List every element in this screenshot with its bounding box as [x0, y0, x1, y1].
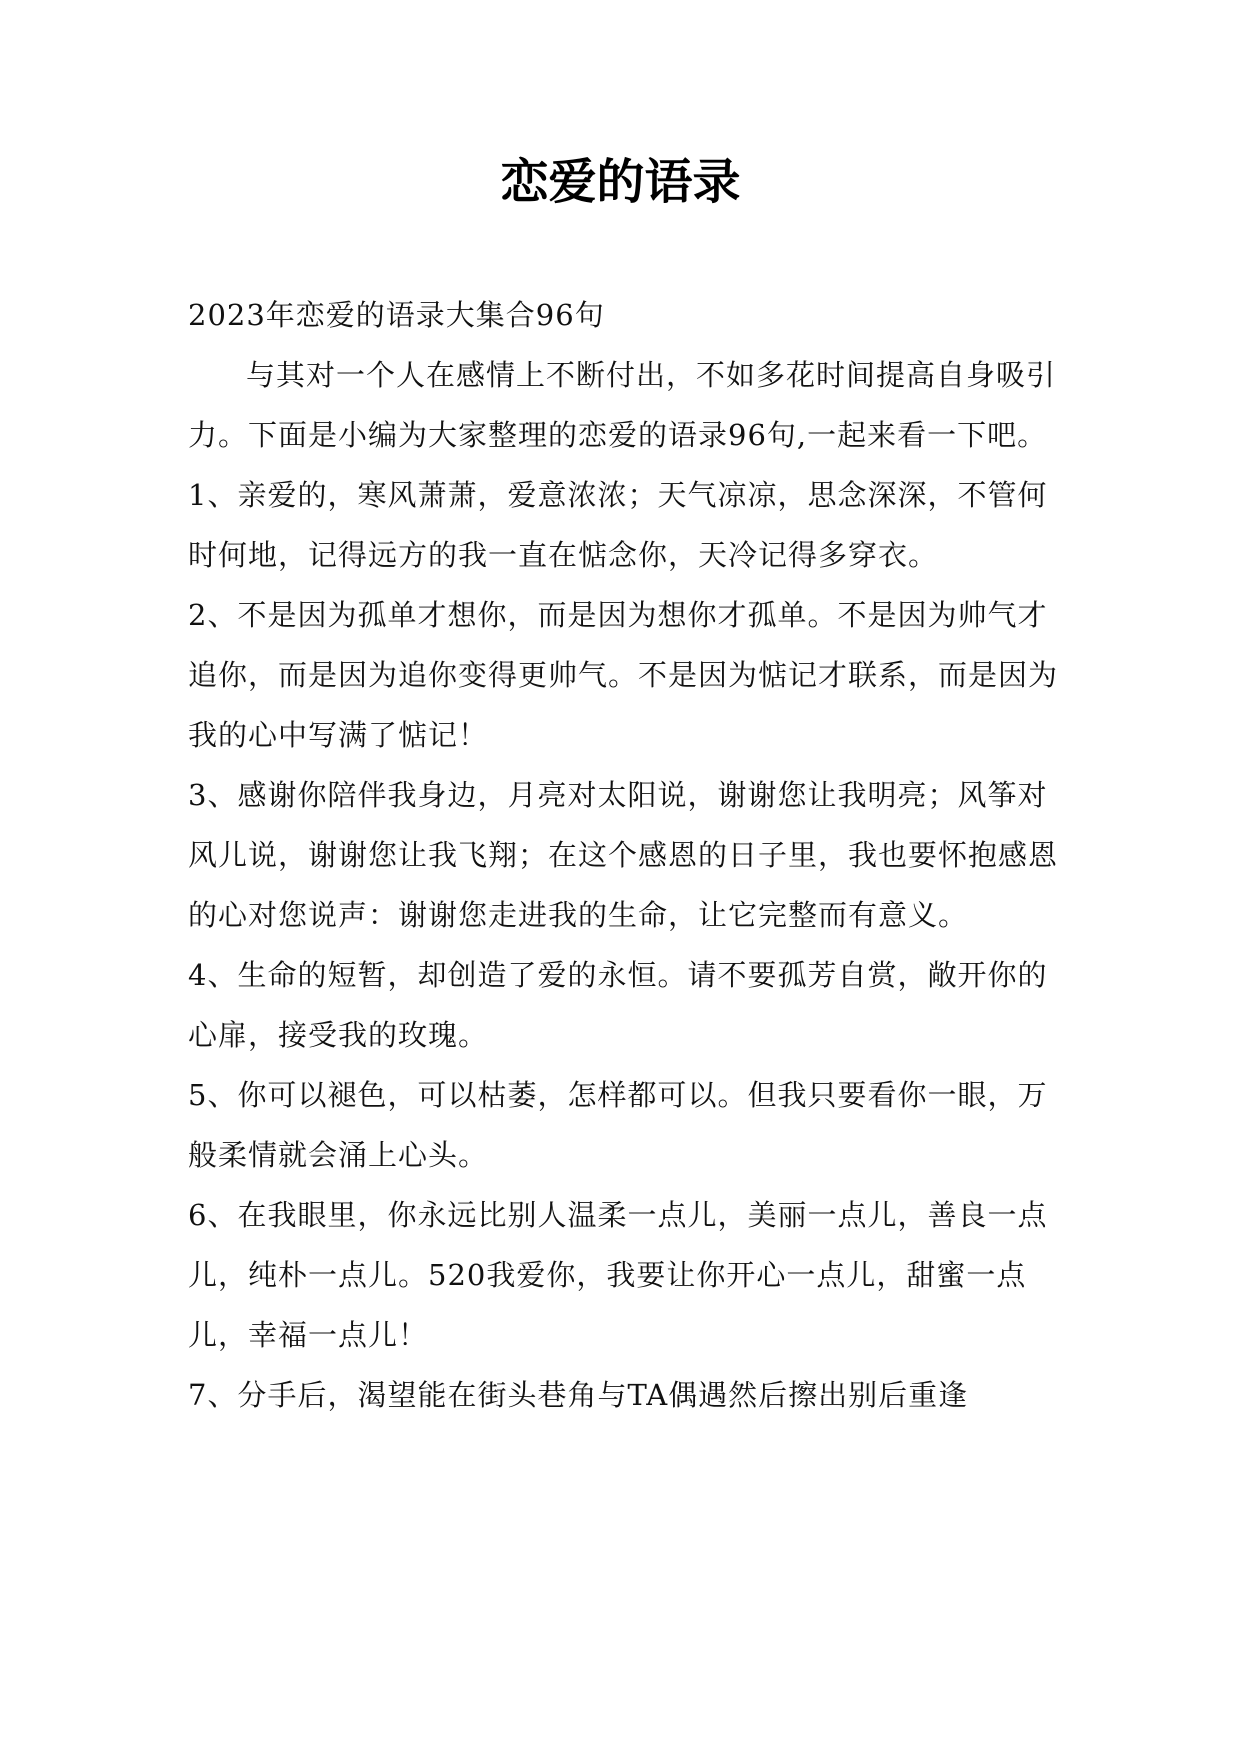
quote-item-1: 1、亲爱的，寒风萧萧，爱意浓浓；天气凉凉，思念深深，不管何时何地，记得远方的我一直在惦念你，天冷记得多穿衣。 — [188, 478, 1048, 572]
quote-item-7: 7、分手后，渴望能在街头巷角与TA偶遇然后擦出别后重逢 — [188, 1378, 969, 1412]
quote-item-5: 5、你可以褪色，可以枯萎，怎样都可以。但我只要看你一眼，万般柔情就会涌上心头。 — [188, 1078, 1048, 1172]
document-subtitle: 2023年恋爱的语录大集合96句 — [188, 298, 605, 332]
quote-item-2: 2、不是因为孤单才想你，而是因为想你才孤单。不是因为帅气才追你，而是因为追你变得更帅气。不是因为惦记才联系，而是因为我的心中写满了惦记！ — [188, 598, 1059, 752]
quote-item-4: 4、生命的短暂，却创造了爱的永恒。请不要孤芳自赏，敞开你的心扉，接受我的玫瑰。 — [188, 958, 1048, 1052]
document-body — [188, 285, 1068, 1425]
quote-item-6: 6、在我眼里，你永远比别人温柔一点儿，美丽一点儿，善良一点儿，纯朴一点儿。520我爱你，我要让你开心一点儿，甜蜜一点儿，幸福一点儿！ — [188, 1198, 1048, 1352]
intro-paragraph: 与其对一个人在感情上不断付出，不如多花时间提高自身吸引力。下面是小编为大家整理的恋爱的语录96句,一起来看一下吧。 — [188, 358, 1057, 452]
document-title: 恋爱的语录 — [500, 154, 741, 210]
quote-item-3: 3、感谢你陪伴我身边，月亮对太阳说，谢谢您让我明亮；风筝对风儿说，谢谢您让我飞翔；在这个感恩的日子里，我也要怀抱感恩的心对您说声：谢谢您走进我的生命，让它完整而有意义。 — [188, 778, 1059, 932]
